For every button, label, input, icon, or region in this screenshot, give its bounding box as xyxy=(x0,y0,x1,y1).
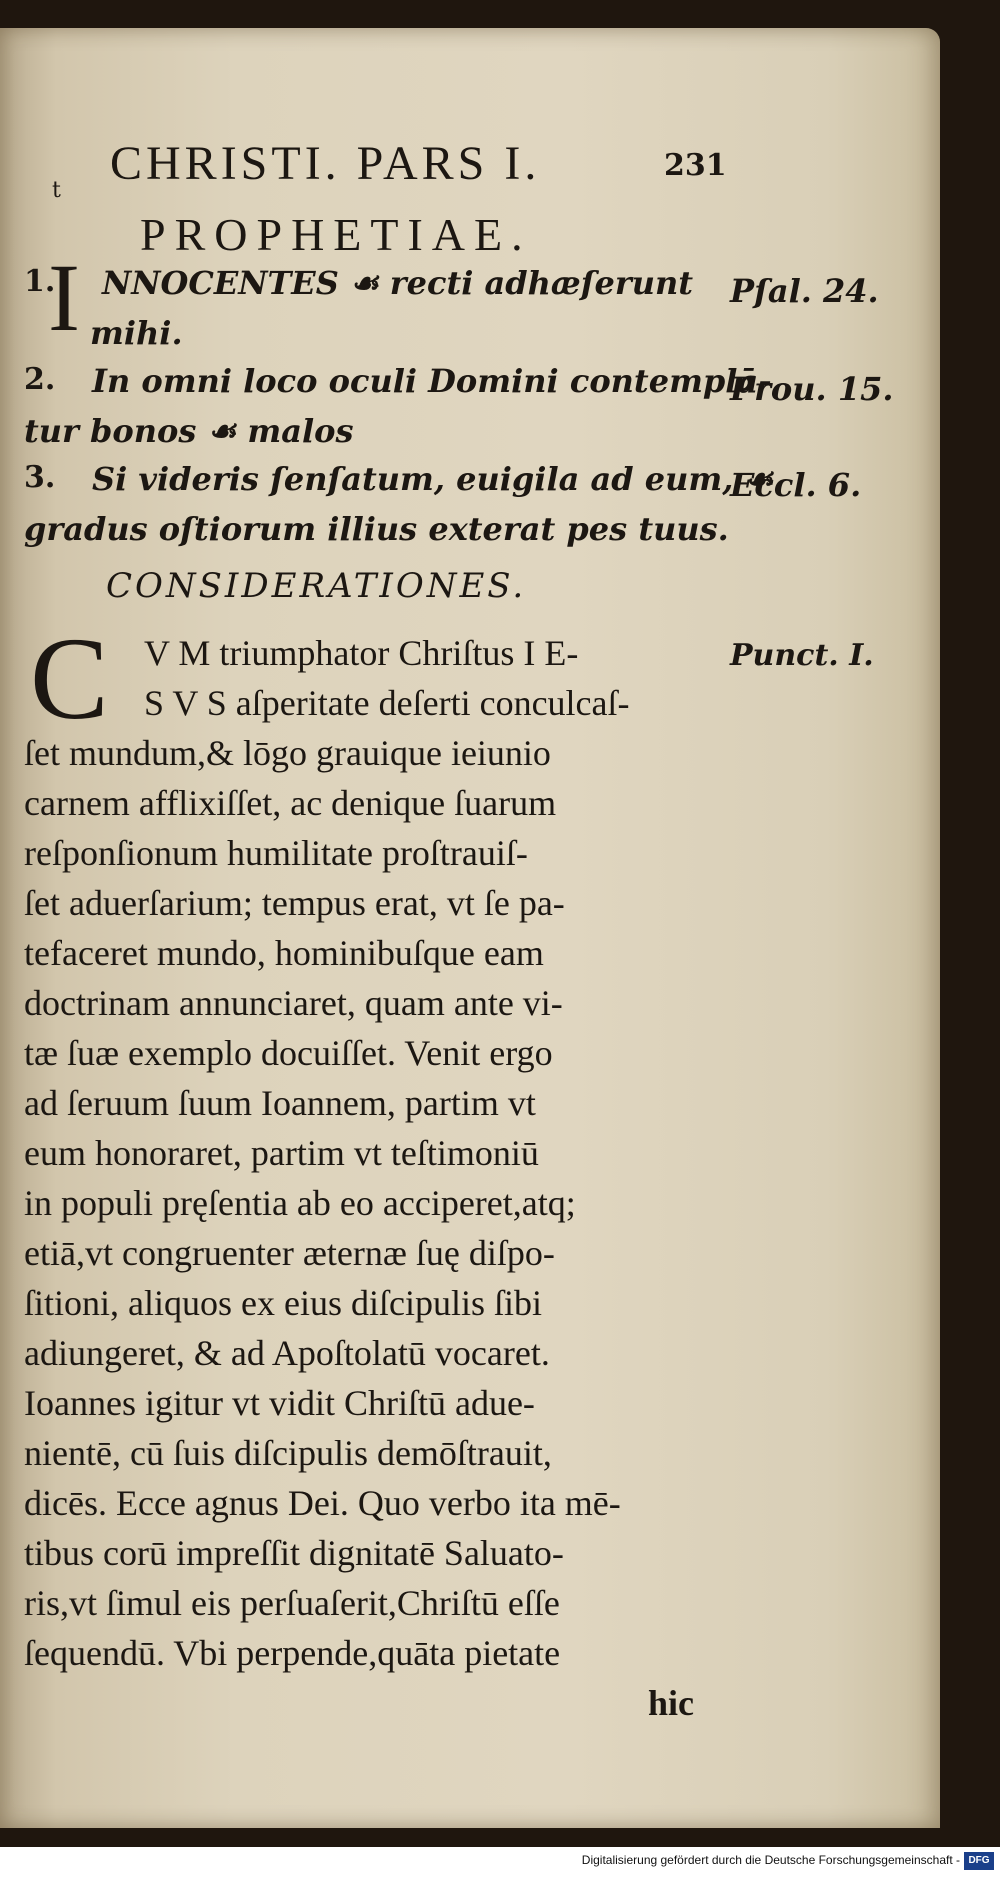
text-line: V M triumphator Chriſtus I E- xyxy=(144,633,579,673)
text-line: ſequendū. Vbi perpende,quāta pietate xyxy=(24,1633,561,1673)
text-line: ſet mundum,& lōgo grauique ieiunio xyxy=(24,733,551,773)
text-line: nientē, cū ſuis diſcipulis demōſtrauit, xyxy=(24,1433,552,1473)
prophecy-line: tur bonos ☙ malos xyxy=(24,412,354,450)
prophecy-line: Si videris ſenſatum, euigila ad eum, ☙ xyxy=(92,460,774,498)
text-line: dicēs. Ecce agnus Dei. Quo verbo ita mē- xyxy=(24,1483,621,1523)
text-line: ſitioni, aliquos ex eius diſcipulis ſibi xyxy=(24,1283,542,1323)
text-line: etiā,vt congruenter æternæ ſuę diſpo- xyxy=(24,1233,555,1273)
text-line: Ioannes igitur vt vidit Chriſtū adue- xyxy=(24,1383,535,1423)
text-line: tibus corū impreſſit dignitatē Saluato- xyxy=(24,1533,564,1573)
text-line: ris,vt ſimul eis perſuaſerit,Chriſtū eſſe xyxy=(24,1583,560,1623)
text-line: adiungeret, & ad Apoſtolatū vocaret. xyxy=(24,1333,550,1373)
prophecy-number: 1. xyxy=(24,264,56,299)
book-page xyxy=(0,28,940,1828)
text-line: eum honoraret, partim vt teſtimoniū xyxy=(24,1133,539,1173)
text-line: reſponſionum humilitate proſtrauiſ- xyxy=(24,833,528,873)
prophecy-line: NNOCENTES ☙ recti adhæſerunt xyxy=(102,264,694,302)
prophecy-number: 3. xyxy=(24,460,56,495)
margin-reference: Prou. 15. xyxy=(730,370,894,408)
text-line: tæ ſuæ exemplo docuiſſet. Venit ergo xyxy=(24,1033,553,1073)
footer-credit-text: Digitalisierung gefördert durch die Deutsche Forschungsgemeinschaft - xyxy=(581,1853,960,1867)
prophecy-line: gradus oſtiorum illius exterat pes tuus. xyxy=(24,510,729,548)
margin-reference: Pſal. 24. xyxy=(730,272,879,310)
text-line: in populi pręſentia ab eo acciperet,atq; xyxy=(24,1183,576,1223)
text-line: tefaceret mundo, hominibuſque eam xyxy=(24,933,544,973)
prophecy-line: mihi. xyxy=(90,314,183,352)
margin-mark: t xyxy=(52,178,61,203)
digitization-footer xyxy=(0,1847,1000,1877)
text-line: carnem afflixiſſet, ac denique ſuarum xyxy=(24,783,557,823)
prophecy-line: In omni loco oculi Domini contemplā- xyxy=(92,362,772,400)
prophecy-initial-letter: I xyxy=(48,244,80,351)
section-title-prophetiae: PROPHETIAE. xyxy=(140,209,532,260)
text-line: ad ſeruum ſuum Ioannem, partim vt xyxy=(24,1083,536,1123)
running-header-title: CHRISTI. PARS I. xyxy=(110,137,541,190)
section-title-considerationes: CONSIDERATIONES. xyxy=(106,566,527,606)
text-line: doctrinam annunciaret, quam ante vi- xyxy=(24,983,563,1023)
margin-reference: Eccl. 6. xyxy=(730,466,862,504)
prophecy-number: 2. xyxy=(24,362,56,397)
catchword: hic xyxy=(648,1683,695,1723)
page-number: 231 xyxy=(664,148,727,183)
drop-cap-letter: C xyxy=(30,613,109,744)
text-line: ſet aduerſarium; tempus erat, vt ſe pa- xyxy=(24,883,565,923)
text-line: S V S aſperitate deſerti conculcaſ- xyxy=(144,683,630,723)
margin-reference-punctum: Punct. I. xyxy=(730,638,874,673)
dfg-logo-badge: DFG xyxy=(964,1852,994,1870)
